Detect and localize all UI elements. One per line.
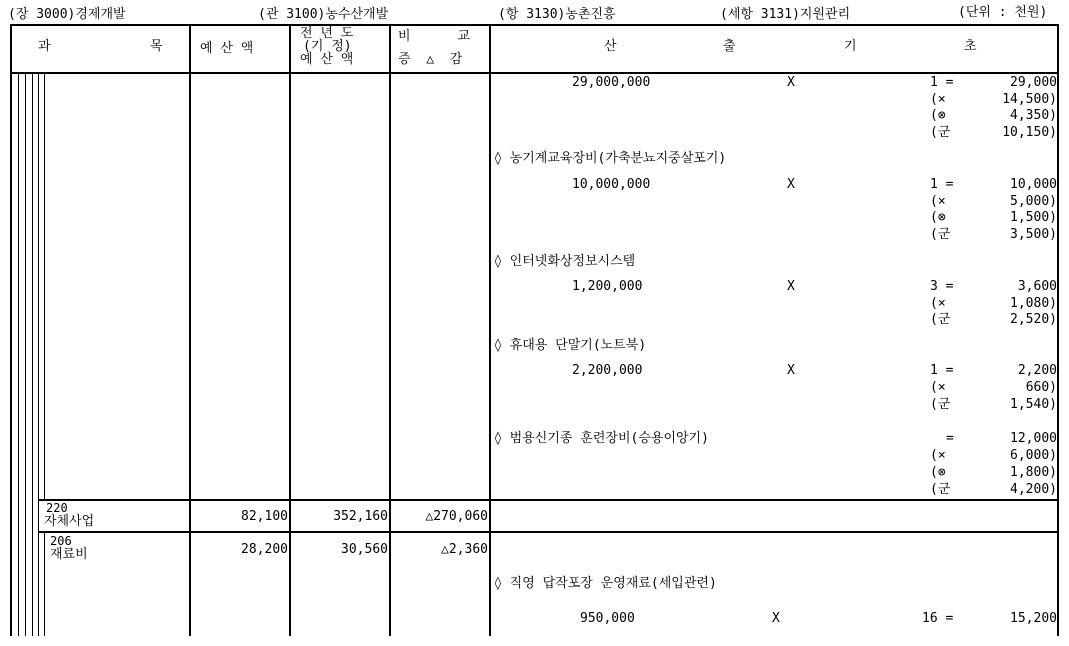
calc-line-label: (군: [930, 227, 951, 242]
col-header-gwamok-2: 목: [150, 39, 163, 54]
calc-line-value: 14,500): [1002, 92, 1057, 107]
hang-label: (항 3130)농촌진흥: [498, 7, 616, 22]
calc-amount: 950,000: [580, 611, 635, 626]
calc-line-label: (군: [930, 312, 951, 327]
calc-line-value: 4,350): [1010, 108, 1057, 123]
row-206-code: 206: [50, 534, 72, 548]
sehang-label: (세항 3131)지원관리: [720, 7, 851, 22]
col-divider-3: [389, 24, 391, 636]
col-header-compare-2: 증 △ 감: [398, 52, 463, 67]
calc-line-value: 3,500): [1010, 227, 1057, 242]
col-header-budget: 예 산 액: [200, 41, 254, 56]
calc-multiply: X: [772, 611, 780, 626]
table-right-border: [1057, 24, 1059, 636]
col-header-prev-1: 전 년 도: [300, 26, 354, 41]
col-divider-4: [489, 24, 491, 636]
col-header-gwamok-1: 과: [38, 39, 51, 54]
item-title: ◊ 인터넷화상정보시스템: [494, 254, 636, 269]
hierarchy-line-3: [32, 73, 33, 636]
calc-line-value: 660): [1025, 380, 1057, 395]
calc-line-label: (군: [930, 397, 951, 412]
calc-line-label: 1 =: [930, 177, 954, 192]
calc-line-label: 16 =: [922, 611, 954, 626]
calc-line-value: 10,000: [1010, 177, 1057, 192]
calc-multiply: X: [787, 279, 795, 294]
unit-label: (단위 : 천원): [958, 5, 1048, 20]
calc-line-label: =: [946, 431, 954, 446]
table-left-border: [10, 24, 12, 636]
calc-line-value: 12,000: [1010, 431, 1057, 446]
hierarchy-line-1: [18, 73, 19, 636]
calc-line-value: 1,080): [1010, 296, 1057, 311]
calc-multiply: X: [787, 177, 795, 192]
calc-line-label: (×: [930, 92, 946, 107]
row-220-code: 220: [46, 501, 68, 515]
jang-label: (장 3000)경제개발: [8, 7, 126, 22]
calc-line-value: 2,200: [1017, 363, 1057, 378]
row-206-name: 재료비: [50, 547, 88, 562]
calc-amount: 2,200,000: [572, 363, 643, 378]
row-220-top-border: [38, 499, 1059, 501]
calc-line-value: 5,000): [1010, 194, 1057, 209]
row-206-budget: 28,200: [241, 542, 288, 557]
calc-line-value: 3,600: [1017, 279, 1057, 294]
calc-amount: 29,000,000: [572, 75, 651, 90]
calc-line-label: (⊗: [930, 108, 946, 123]
calc-line-label: (×: [930, 194, 946, 209]
row-220-diff: △270,060: [425, 509, 488, 524]
hierarchy-line-2: [25, 73, 26, 636]
gwan-label: (관 3100)농수산개발: [258, 7, 389, 22]
calc-multiply: X: [787, 75, 795, 90]
header-bottom-border: [10, 72, 1059, 74]
calc-amount: 10,000,000: [572, 177, 651, 192]
col-header-prev-3: 예 산 액: [300, 52, 354, 67]
item-title: ◊ 직영 답작포장 운영재료(세입관련): [494, 576, 717, 591]
hierarchy-line-5: [44, 73, 45, 501]
item-title: ◊ 농기계교육장비(가축분뇨지중살포기): [494, 151, 727, 166]
calc-line-label: (×: [930, 448, 946, 463]
col-header-compare-1: 비 교: [398, 29, 471, 44]
col-header-basis-3: 기: [844, 39, 857, 54]
row-206-top-border: [38, 531, 1059, 533]
calc-multiply: X: [787, 363, 795, 378]
hierarchy-line-4: [38, 73, 39, 636]
calc-line-label: (⊗: [930, 465, 946, 480]
calc-line-value: 6,000): [1010, 448, 1057, 463]
col-header-basis-1: 산: [604, 39, 617, 54]
calc-line-value: 2,520): [1010, 312, 1057, 327]
calc-line-label: (×: [930, 296, 946, 311]
col-divider-1: [189, 24, 191, 636]
calc-line-label: 1 =: [930, 75, 954, 90]
calc-line-label: 3 =: [930, 279, 954, 294]
calc-line-label: (×: [930, 380, 946, 395]
calc-line-value: 1,500): [1010, 210, 1057, 225]
hierarchy-line-6: [44, 533, 45, 636]
calc-amount: 1,200,000: [572, 279, 643, 294]
calc-line-label: (군: [930, 125, 951, 140]
row-220-budget: 82,100: [241, 509, 288, 524]
row-206-diff: △2,360: [441, 542, 488, 557]
calc-line-value: 10,150): [1002, 125, 1057, 140]
calc-line-value: 15,200: [1010, 611, 1057, 626]
row-206-prev: 30,560: [341, 542, 388, 557]
item-title: ◊ 휴대용 단말기(노트북): [494, 338, 647, 353]
col-divider-2: [289, 24, 291, 636]
item-title: ◊ 범용신기종 훈련장비(승용이앙기): [494, 431, 709, 446]
row-220-name: 자체사업: [44, 514, 95, 529]
col-header-prev-2: (기 정): [303, 39, 352, 54]
calc-line-value: 1,540): [1010, 397, 1057, 412]
calc-line-label: (⊗: [930, 210, 946, 225]
row-220-prev: 352,160: [333, 509, 388, 524]
col-header-basis-2: 출: [723, 39, 736, 54]
calc-line-value: 29,000: [1010, 75, 1057, 90]
col-header-basis-4: 초: [964, 39, 977, 54]
calc-line-label: (군: [930, 482, 951, 497]
table-top-border: [10, 24, 1059, 26]
calc-line-value: 1,800): [1010, 465, 1057, 480]
calc-line-label: 1 =: [930, 363, 954, 378]
calc-line-value: 4,200): [1010, 482, 1057, 497]
